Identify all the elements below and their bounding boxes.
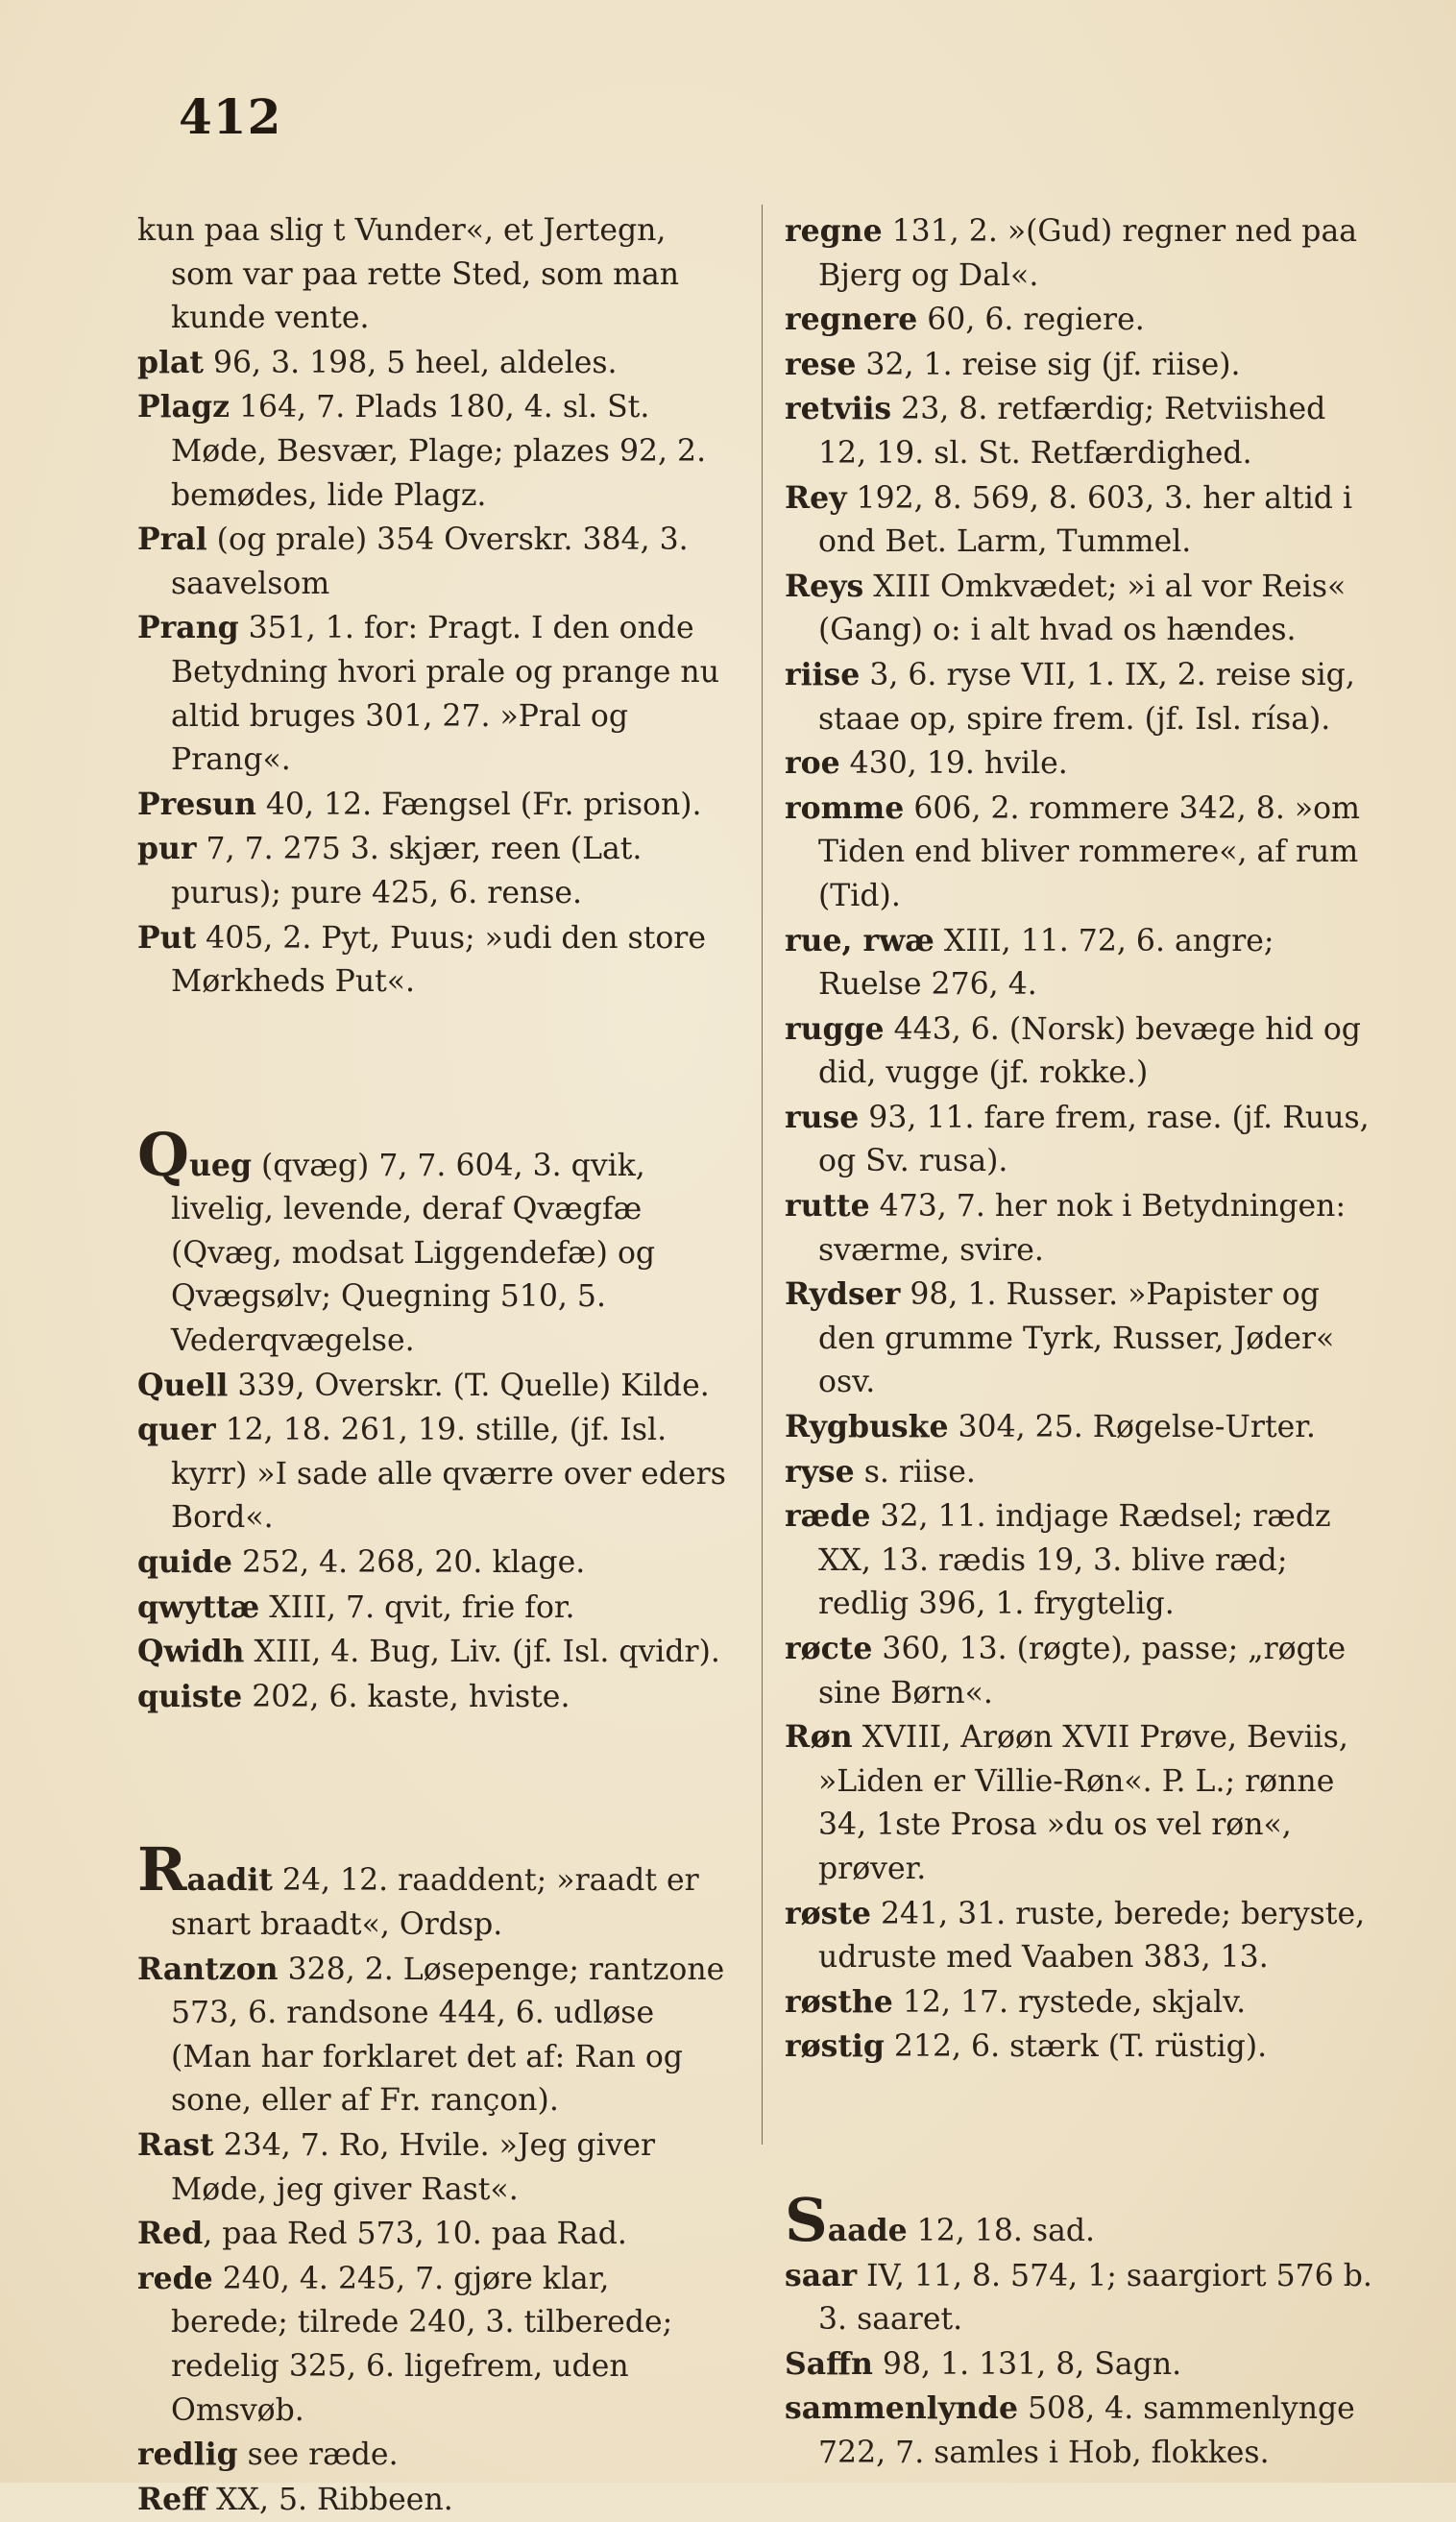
dictionary-entry: [137, 1364, 733, 1409]
entry-headword: Put: [137, 919, 197, 956]
entry-definition: 351, 1. for: Pragt. I den onde Betydning hvori prale og prange nu altid bruges 301, 27. »Pral og Prang«.: [171, 611, 719, 778]
entry-definition: 32, 1. reise sig (jf. riise).: [856, 347, 1241, 382]
entry-definition: XVIII, Arøøn XVII Prøve, Beviis, »Liden er Villie-Røn«. P. L.; rønne 34, 1ste Prosa »du os vel røn«, prøver.: [818, 1720, 1348, 1886]
entry-definition: see ræde.: [237, 2437, 399, 2473]
entry-headword: quiste: [137, 1678, 243, 1714]
entry-definition: 93, 11. fare frem, rase. (jf. Ruus, og Sv. rusa).: [818, 1100, 1370, 1179]
entry-definition: 252, 4. 268, 20. klage.: [231, 1545, 586, 1581]
entry-headword: qwyttæ: [137, 1588, 260, 1625]
entry-headword: romme: [785, 789, 905, 826]
entry-definition: (og prale) 354 Overskr. 384, 3. saavelsom: [171, 522, 689, 601]
entry-headword: regnere: [785, 302, 918, 338]
entry-definition: 98, 1. 131, 8, Sagn.: [872, 2346, 1182, 2382]
entry-headword: Rantzon: [137, 1951, 279, 1987]
entry-headword: regne: [785, 213, 883, 249]
entry-definition: 405, 2. Pyt, Puus; »udi den store Mørkheds Put«.: [171, 920, 707, 1000]
entry-definition: 508, 4. sammenlynge 722, 7. samles i Hob, flokkes.: [818, 2391, 1355, 2470]
section-gap: [785, 2070, 1380, 2201]
entry-definition: 24, 12. raaddent; »raadt er snart braadt«, Ordsp.: [171, 1863, 699, 1942]
dictionary-entry: [137, 2433, 733, 2478]
entry-definition: 328, 2. Løsepenge; rantzone 573, 6. randsone 444, 6. udløse (Man har forklaret det af: Ran og sone, eller af Fr. rançon).: [171, 1952, 725, 2119]
entry-headword: Quell: [137, 1367, 229, 1403]
entry-headword: rue, rwæ: [785, 922, 934, 958]
entry-definition: 23, 8. retfærdig; Retviished 12, 19. sl. St. Retfærdighed.: [818, 392, 1326, 471]
entry-definition: 473, 7. her nok i Betydningen: sværme, svire.: [818, 1189, 1347, 1268]
dictionary-entry: [785, 1715, 1380, 1891]
entry-definition: XX, 5. Ribbeen.: [206, 2482, 453, 2517]
dictionary-entry: [785, 2184, 1380, 2255]
dictionary-entry: [137, 2257, 733, 2433]
entry-headword: Presun: [137, 786, 256, 822]
entry-headword: aadit: [186, 1862, 273, 1899]
dictionary-entry: [785, 787, 1380, 919]
entry-definition: 241, 31. ruste, berede; beryste, udruste med Vaaben 383, 13.: [818, 1896, 1366, 1976]
dictionary-entry: [137, 916, 733, 1005]
entry-headword: Rydser: [785, 1276, 901, 1313]
entry-definition: 131, 2. »(Gud) regner ned paa Bjerg og Dal«.: [818, 214, 1358, 293]
entry-definition: XIII, 4. Bug, Liv. (jf. Isl. qvidr).: [244, 1635, 720, 1670]
dictionary-entry: [137, 827, 733, 915]
entry-headword: plat: [137, 344, 204, 380]
dictionary-entry: [785, 565, 1380, 653]
dictionary-entry: [785, 298, 1380, 343]
entry-definition: 360, 13. (røgte), passe; „røgte sine Børn«.: [818, 1632, 1347, 1710]
dictionary-entry: [785, 653, 1380, 741]
dictionary-entry: [785, 1892, 1380, 1980]
dictionary-entry: [785, 1273, 1380, 1405]
dictionary-entry: [785, 1980, 1380, 2025]
entry-headword: ræde: [785, 1498, 871, 1535]
section-gap: [137, 1719, 733, 1851]
entry-definition: s. riise.: [854, 1454, 976, 1490]
entry-headword: Røn: [785, 1719, 853, 1756]
dictionary-entry: [785, 919, 1380, 1007]
entry-definition: 606, 2. rommere 342, 8. »om Tiden end bliver rommere«, af rum (Tid).: [818, 790, 1360, 913]
entry-definition: , paa Red 573, 10. paa Rad.: [203, 2217, 627, 2252]
entry-definition: 60, 6. regiere.: [917, 303, 1145, 338]
entry-headword: roe: [785, 745, 840, 782]
left-column: [137, 209, 733, 2522]
dictionary-entry: [137, 2478, 733, 2522]
entry-definition: 96, 3. 198, 5 heel, aldeles.: [203, 345, 618, 380]
entry-definition: 12, 18. sad.: [907, 2213, 1096, 2248]
entry-headword: rugge: [785, 1010, 885, 1047]
dictionary-entry: [785, 1627, 1380, 1715]
entry-definition: 240, 4. 245, 7. gjøre klar, berede; tilrede 240, 3. tilberede; redelig 325, 6. ligefrem, uden Omsvøb.: [171, 2261, 673, 2428]
section-initial: S: [785, 2184, 828, 2255]
dictionary-entry: [137, 385, 733, 518]
right-column: [785, 209, 1380, 2476]
entry-definition: 7, 7. 275 3. skjær, reen (Lat. purus); pure 425, 6. rense.: [171, 832, 643, 910]
entry-definition: 32, 11. indjage Rædsel; rædz XX, 13. rædis 19, 3. blive ræd; redlig 396, 1. frygtelig.: [818, 1499, 1331, 1622]
column-divider: [762, 205, 763, 2145]
dictionary-entry: [785, 1450, 1380, 1495]
entry-headword: rutte: [785, 1188, 870, 1225]
dictionary-entry: [137, 2212, 733, 2257]
entry-headword: Rast: [137, 2126, 214, 2163]
entry-headword: saar: [785, 2257, 858, 2293]
dictionary-entry: [785, 1096, 1380, 1184]
entry-headword: redlig: [137, 2437, 238, 2473]
entry-headword: Rey: [785, 479, 847, 516]
dictionary-entry: [137, 1119, 733, 1364]
dictionary-entry: [137, 606, 733, 782]
entry-headword: ruse: [785, 1099, 860, 1135]
section-initial: R: [137, 1834, 187, 1905]
entry-headword: rese: [785, 346, 857, 382]
entry-headword: røcte: [785, 1631, 873, 1666]
entry-headword: Pral: [137, 521, 207, 558]
dictionary-entry: [137, 2123, 733, 2212]
entry-headword: sammenlynde: [785, 2390, 1018, 2427]
dictionary-entry: [785, 1405, 1380, 1450]
page-number: 412: [179, 88, 282, 145]
entry-definition: 12, 17. rystede, skjalv.: [892, 1984, 1247, 2020]
dictionary-entry: [137, 1675, 733, 1720]
entry-headword: quer: [137, 1412, 216, 1448]
entry-definition: XIII, 7. qvit, frie for.: [259, 1589, 575, 1625]
dictionary-entry: [785, 387, 1380, 475]
dictionary-entry: [137, 1586, 733, 1631]
section-gap: [137, 1005, 733, 1136]
dictionary-entry: [137, 209, 733, 341]
entry-headword: røsthe: [785, 1983, 893, 2020]
entry-definition: 304, 25. Røgelse-Urter.: [948, 1410, 1316, 1445]
entry-headword: Saffn: [785, 2345, 873, 2382]
dictionary-entry: [785, 1007, 1380, 1096]
entry-headword: rede: [137, 2260, 213, 2296]
dictionary-entry: [785, 476, 1380, 565]
entry-definition: 12, 18. 261, 19. stille, (jf. Isl. kyrr) »I sade alle qværre over eders Bord«.: [171, 1413, 726, 1536]
entry-headword: Reys: [785, 568, 864, 604]
entry-definition: 339, Overskr. (T. Quelle) Kilde.: [228, 1368, 710, 1403]
section-initial: Q: [137, 1119, 190, 1190]
dictionary-entry: [137, 1948, 733, 2123]
entry-headword: Reff: [137, 2481, 207, 2517]
dictionary-entry: [137, 1540, 733, 1586]
dictionary-entry: [785, 343, 1380, 388]
entry-headword: riise: [785, 656, 861, 692]
entry-headword: røste: [785, 1895, 871, 1931]
entry-definition: 430, 19. hvile.: [839, 746, 1068, 782]
entry-headword: Qwidh: [137, 1634, 245, 1670]
dictionary-entry: [137, 1834, 733, 1947]
entry-definition: 192, 8. 569, 8. 603, 3. her altid i ond Bet. Larm, Tummel.: [818, 480, 1353, 560]
entry-definition: 234, 7. Ro, Hvile. »Jeg giver Møde, jeg giver Rast«.: [171, 2127, 656, 2207]
dictionary-entry: [137, 341, 733, 386]
entry-headword: aade: [827, 2212, 908, 2248]
dictionary-entry: [137, 1408, 733, 1540]
entry-definition: kun paa slig t Vunder«, et Jertegn, som var paa rette Sted, som man kunde vente.: [137, 213, 680, 336]
entry-headword: pur: [137, 831, 197, 867]
entry-definition: 164, 7. Plads 180, 4. sl. St. Møde, Besvær, Plage; plazes 92, 2. bemødes, lide Plagz.: [171, 390, 707, 513]
entry-headword: ueg: [189, 1147, 252, 1183]
entry-definition: 3, 6. ryse VII, 1. IX, 2. reise sig, staae op, spire frem. (jf. Isl. rísa).: [818, 657, 1355, 737]
entry-definition: 443, 6. (Norsk) bevæge hid og did, vugge (jf. rokke.): [818, 1011, 1361, 1091]
entry-definition: 202, 6. kaste, hviste.: [242, 1679, 570, 1714]
entry-definition: 40, 12. Fængsel (Fr. prison).: [255, 787, 702, 822]
dictionary-entry: [137, 518, 733, 606]
dictionary-entry: [137, 1630, 733, 1675]
entry-definition: 98, 1. Russer. »Papister og den grumme Tyrk, Russer, Jøder« osv.: [818, 1277, 1335, 1400]
entry-definition: 212, 6. stærk (T. rüstig).: [884, 2029, 1268, 2065]
dictionary-entry: [785, 741, 1380, 787]
dictionary-entry: [785, 2342, 1380, 2388]
dictionary-entry: [785, 1184, 1380, 1273]
dictionary-entry: [785, 2025, 1380, 2070]
entry-headword: Rygbuske: [785, 1409, 949, 1445]
dictionary-entry: [137, 783, 733, 828]
entry-definition: XIII, 11. 72, 6. angre; Ruelse 276, 4.: [818, 923, 1274, 1003]
entry-headword: ryse: [785, 1453, 855, 1490]
dictionary-entry: [785, 2254, 1380, 2342]
entry-definition: XIII Omkvædet; »i al vor Reis« (Gang) o: i alt hvad os hændes.: [818, 569, 1347, 648]
dictionary-entry: [785, 1494, 1380, 1627]
entry-definition: (qvæg) 7, 7. 604, 3. qvik, livelig, levende, deraf Qvægfæ (Qvæg, modsat Liggendefæ) og Qvægsølv; Quegning 510, 5. Vederqvægelse.: [171, 1148, 656, 1359]
entry-headword: retviis: [785, 391, 892, 427]
dictionary-entry: [785, 2387, 1380, 2475]
entry-headword: Prang: [137, 610, 239, 646]
entry-headword: Red: [137, 2216, 204, 2252]
entry-headword: røstig: [785, 2028, 885, 2065]
dictionary-entry: [785, 209, 1380, 298]
entry-headword: quide: [137, 1544, 232, 1581]
entry-headword: Plagz: [137, 389, 230, 425]
entry-definition: IV, 11, 8. 574, 1; saargiort 576 b. 3. saaret.: [818, 2258, 1372, 2338]
